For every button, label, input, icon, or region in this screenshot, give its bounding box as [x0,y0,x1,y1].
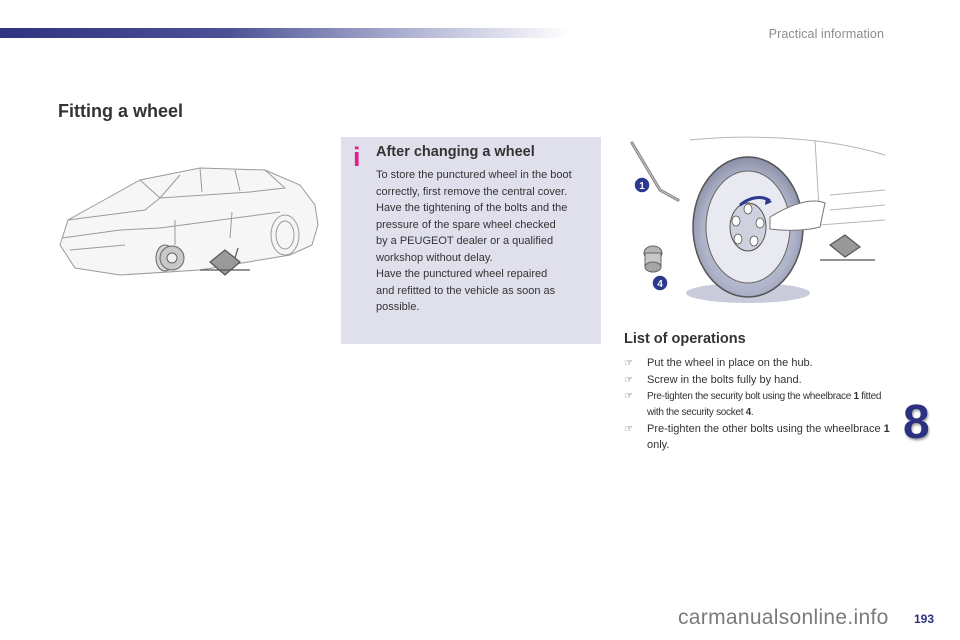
list-item [624,422,894,453]
list-item-text: Pre-tighten the security bolt using the wheelbrace [647,391,854,402]
operations-title: List of operations [624,331,746,347]
section-header: Practical information [768,27,884,41]
list-item-text: fitted with the security socket [647,391,882,418]
info-icon: i [353,142,361,172]
page-number: 193 [913,612,934,626]
callout-1-label: 1 [639,181,645,192]
operations-list [624,356,894,454]
header-gradient-bar [0,28,570,38]
list-item-text: . [750,407,754,418]
ref-security-socket: 4 [745,407,751,418]
ref-wheelbrace: 1 [883,423,890,435]
callout-4-label: 4 [657,279,663,290]
info-line: Have the tightening of the bolts and the [376,202,568,214]
page-title: Fitting a wheel [58,101,184,121]
info-line: pressure of the spare wheel checked [376,218,556,231]
list-item [624,389,894,421]
info-line: and refitted to the vehicle as soon as [376,284,556,297]
info-line: workshop without delay. [376,251,493,264]
info-box-title: After changing a wheel [376,144,535,160]
info-line: Have the punctured wheel repaired [376,268,548,280]
ref-wheelbrace: 1 [853,391,859,402]
callout-4 [652,275,668,291]
list-item-text: Put the wheel in place on the hub. [647,357,813,369]
list-item-text: Screw in the bolts fully by hand. [647,373,802,386]
info-line: possible. [376,301,420,313]
pointing-hand-icon: ☞ [624,374,633,386]
pointing-hand-icon: ☞ [624,424,633,435]
list-item-text: only. [647,438,670,451]
info-line: To store the punctured wheel in the boot [376,169,572,181]
car-on-jack-illustration [50,150,325,290]
info-box [341,137,601,344]
callout-1 [634,177,650,193]
pointing-hand-icon: ☞ [624,391,633,402]
info-box-text [376,167,598,316]
pointing-hand-icon: ☞ [624,358,633,369]
wheel-fitting-illustration [620,135,890,315]
list-item-text: Pre-tighten the other bolts using the wheelbrace [647,423,884,435]
watermark: carmanualsonline.info [678,606,889,629]
info-line: by a PEUGEOT dealer or a qualified [376,235,554,247]
list-item [624,356,894,372]
chapter-number: 8 [903,396,930,449]
list-item [624,373,894,389]
info-line: correctly, first remove the central cover. [376,185,568,198]
